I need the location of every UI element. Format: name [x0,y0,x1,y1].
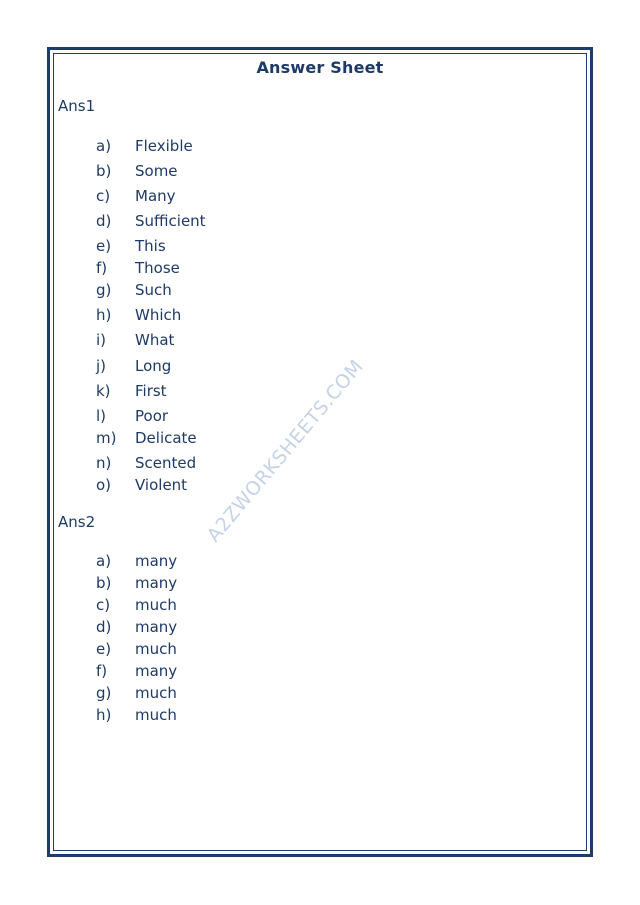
list-item [96,640,177,660]
item-letter: l) [96,407,107,425]
item-letter: i) [96,331,107,349]
list-item [96,706,177,726]
item-letter: f) [96,259,108,277]
item-answer: Some [135,162,178,180]
list-item [96,407,168,427]
item-letter: b) [96,162,112,180]
item-letter: g) [96,684,112,702]
item-letter: j) [96,357,107,375]
item-letter: d) [96,618,112,636]
item-answer: many [135,618,178,636]
list-item [96,574,177,594]
item-answer: many [135,574,178,592]
section-label-ans1: Ans1 [58,97,96,115]
item-letter: m) [96,429,117,447]
list-item [96,357,171,377]
item-letter: g) [96,281,112,299]
list-item [96,187,176,207]
item-answer: Poor [135,407,169,425]
item-answer: Such [135,281,172,299]
list-item [96,429,197,449]
item-letter: f) [96,662,108,680]
item-answer: Delicate [135,429,197,447]
page-title: Answer Sheet [256,58,384,77]
item-letter: c) [96,596,111,614]
item-letter: o) [96,476,112,494]
item-answer: much [135,596,177,614]
list-item [96,684,177,704]
list-item [96,237,166,257]
item-answer: First [135,382,167,400]
item-letter: k) [96,382,111,400]
list-item [96,662,177,682]
list-item [96,162,178,182]
list-item [96,552,177,572]
item-answer: Long [135,357,172,375]
item-letter: d) [96,212,112,230]
item-answer: This [135,237,166,255]
list-item [96,476,187,496]
item-answer: Many [135,187,176,205]
item-answer: much [135,640,177,658]
item-answer: Flexible [135,137,193,155]
item-letter: e) [96,237,112,255]
list-item [96,331,174,351]
item-answer: Which [135,306,182,324]
item-letter: h) [96,706,112,724]
item-letter: e) [96,640,112,658]
item-answer: What [135,331,175,349]
item-letter: a) [96,137,112,155]
item-answer: much [135,706,177,724]
list-item [96,212,206,232]
item-letter: c) [96,187,111,205]
item-answer: Violent [135,476,188,494]
item-answer: Sufficient [135,212,206,230]
section-label-ans2: Ans2 [58,513,96,531]
list-item [96,618,177,638]
item-answer: many [135,552,178,570]
item-answer: many [135,662,178,680]
watermark: A2ZWORKSHEETS.COM [202,355,368,547]
item-letter: a) [96,552,112,570]
item-letter: h) [96,306,112,324]
item-letter: n) [96,454,112,472]
item-letter: b) [96,574,112,592]
list-item [96,259,180,279]
list-item [96,382,167,402]
item-answer: much [135,684,177,702]
list-item [96,281,172,301]
list-item [96,454,196,474]
item-answer: Scented [135,454,197,472]
list-item [96,596,177,616]
list-item [96,306,181,326]
list-item [96,137,193,157]
item-answer: Those [135,259,180,277]
